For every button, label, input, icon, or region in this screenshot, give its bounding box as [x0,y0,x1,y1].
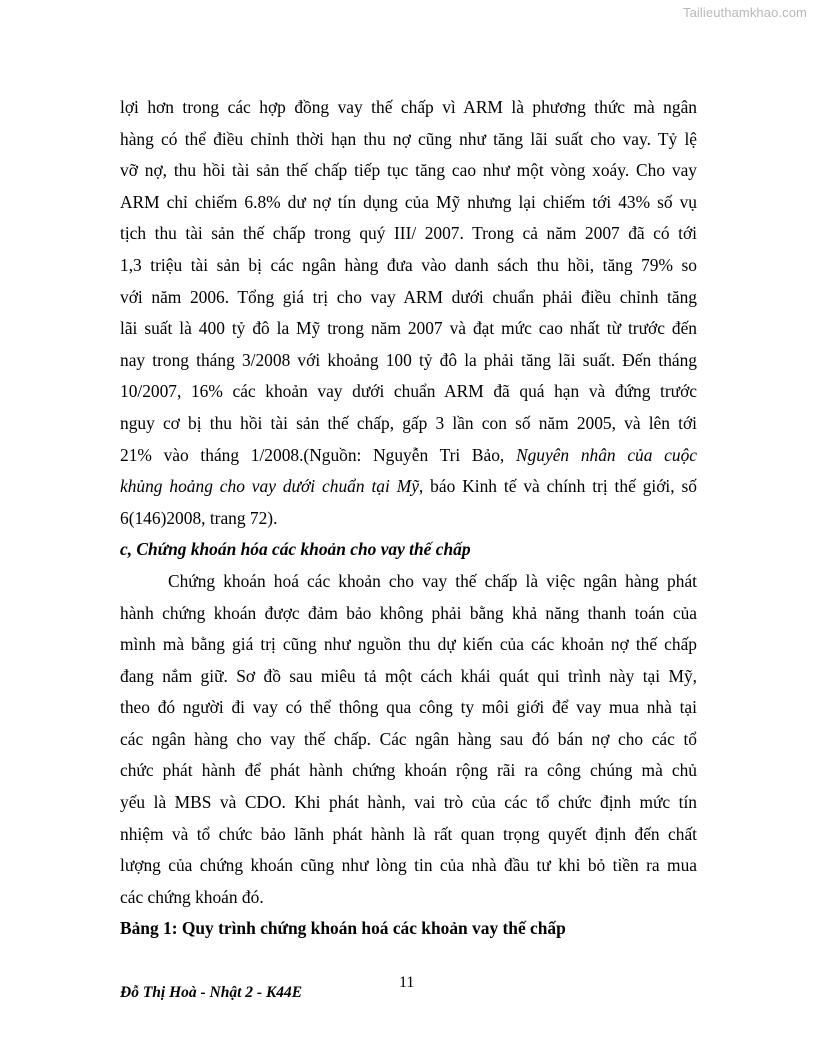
section-heading: c, Chứng khoán hóa các khoản cho vay thế chấp [120,539,471,560]
text-line: tịch thu tài sản thế chấp trong quý III/ 2007. Trong cả năm 2007 đã có tới [120,223,697,244]
table-title: Bảng 1: Quy trình chứng khoán hoá các khoản vay thế chấp [120,918,566,939]
watermark: Tailieuthamkhao.com [682,5,807,20]
page-number: 11 [399,974,415,991]
text-line: nguy cơ bị thu hồi tài sản thế chấp, gấp 3 lần con số năm 2005, và lên tới [120,412,697,433]
text-line: theo đó người đi vay có thể thông qua công ty môi giới để vay mua nhà tại [120,697,697,718]
citation-source: , báo Kinh tế và chính trị thế giới, số [418,476,697,497]
text-line: ARM chỉ chiếm 6.8% dư nợ tín dụng của Mỹ nhưng lại chiếm tới 43% số vụ [120,191,697,212]
citation-title: Nguyên nhân của cuộc [516,444,697,465]
text-line: hàng có thể điều chỉnh thời hạn thu nợ cũng như tăng lãi suất cho vay. Tỷ lệ [120,128,697,149]
citation-prefix: 21% vào tháng 1/2008.(Nguồn: Nguyễn Tri Bảo, [120,444,516,465]
text-line: lợi hơn trong các hợp đồng vay thế chấp vì ARM là phương thức mà ngân [120,97,697,117]
document-body [120,92,697,945]
text-line: chức phát hành để phát hành chứng khoán rộng rãi ra công chúng mà chủ [120,760,697,781]
text-line: các ngân hàng cho vay thế chấp. Các ngân hàng sau đó bán nợ cho các tổ [120,728,697,749]
text-line: với năm 2006. Tổng giá trị cho vay ARM dưới chuẩn phải điều chỉnh tăng [120,286,697,307]
citation-line: 6(146)2008, trang 72). [120,507,278,528]
text-line: vỡ nợ, thu hồi tài sản thế chấp tiếp tục tăng cao như một vòng xoáy. Cho vay [120,160,697,181]
footer-author: Đỗ Thị Hoà - Nhật 2 - K44E [120,984,303,1001]
text-line: các chứng khoán đó. [120,886,264,907]
citation-title: khủng hoảng cho vay dưới chuẩn tại Mỹ [120,476,419,497]
text-line: lãi suất là 400 tỷ đô la Mỹ trong năm 2007 và đạt mức cao nhất từ trước đến [120,318,697,339]
text-line: mình mà bằng giá trị cũng như nguồn thu dự kiến của các khoản nợ thế chấp [120,634,697,655]
paragraph-arm-statistics [120,92,697,534]
text-line: nay trong tháng 3/2008 với khoảng 100 tỷ đô la phải tăng lãi suất. Đến tháng [120,349,697,370]
citation-line [120,440,697,472]
citation-line [120,471,697,503]
text-line: 1,3 triệu tài sản bị các ngân hàng đưa vào danh sách thu hồi, tăng 79% so [120,254,697,275]
text-line: lượng của chứng khoán cũng như lòng tin của nhà đầu tư khi bỏ tiền ra mua [120,855,697,876]
text-line: yếu là MBS và CDO. Khi phát hành, vai trò của các tổ chức định mức tín [120,792,697,813]
text-line: Chứng khoán hoá các khoản cho vay thế chấp là việc ngân hàng phát [168,570,697,591]
text-line: đang nắm giữ. Sơ đồ sau miêu tả một cách khái quát qui trình này tại Mỹ, [120,665,697,686]
text-line: nhiệm và tổ chức bảo lãnh phát hành là rất quan trọng quyết định đến chất [120,823,697,844]
text-line: 10/2007, 16% các khoản vay dưới chuẩn ARM đã quá hạn và đứng trước [120,381,697,402]
text-line: hành chứng khoán được đảm bảo không phải bằng khả năng thanh toán của [120,602,697,623]
paragraph-securitization [120,566,697,914]
